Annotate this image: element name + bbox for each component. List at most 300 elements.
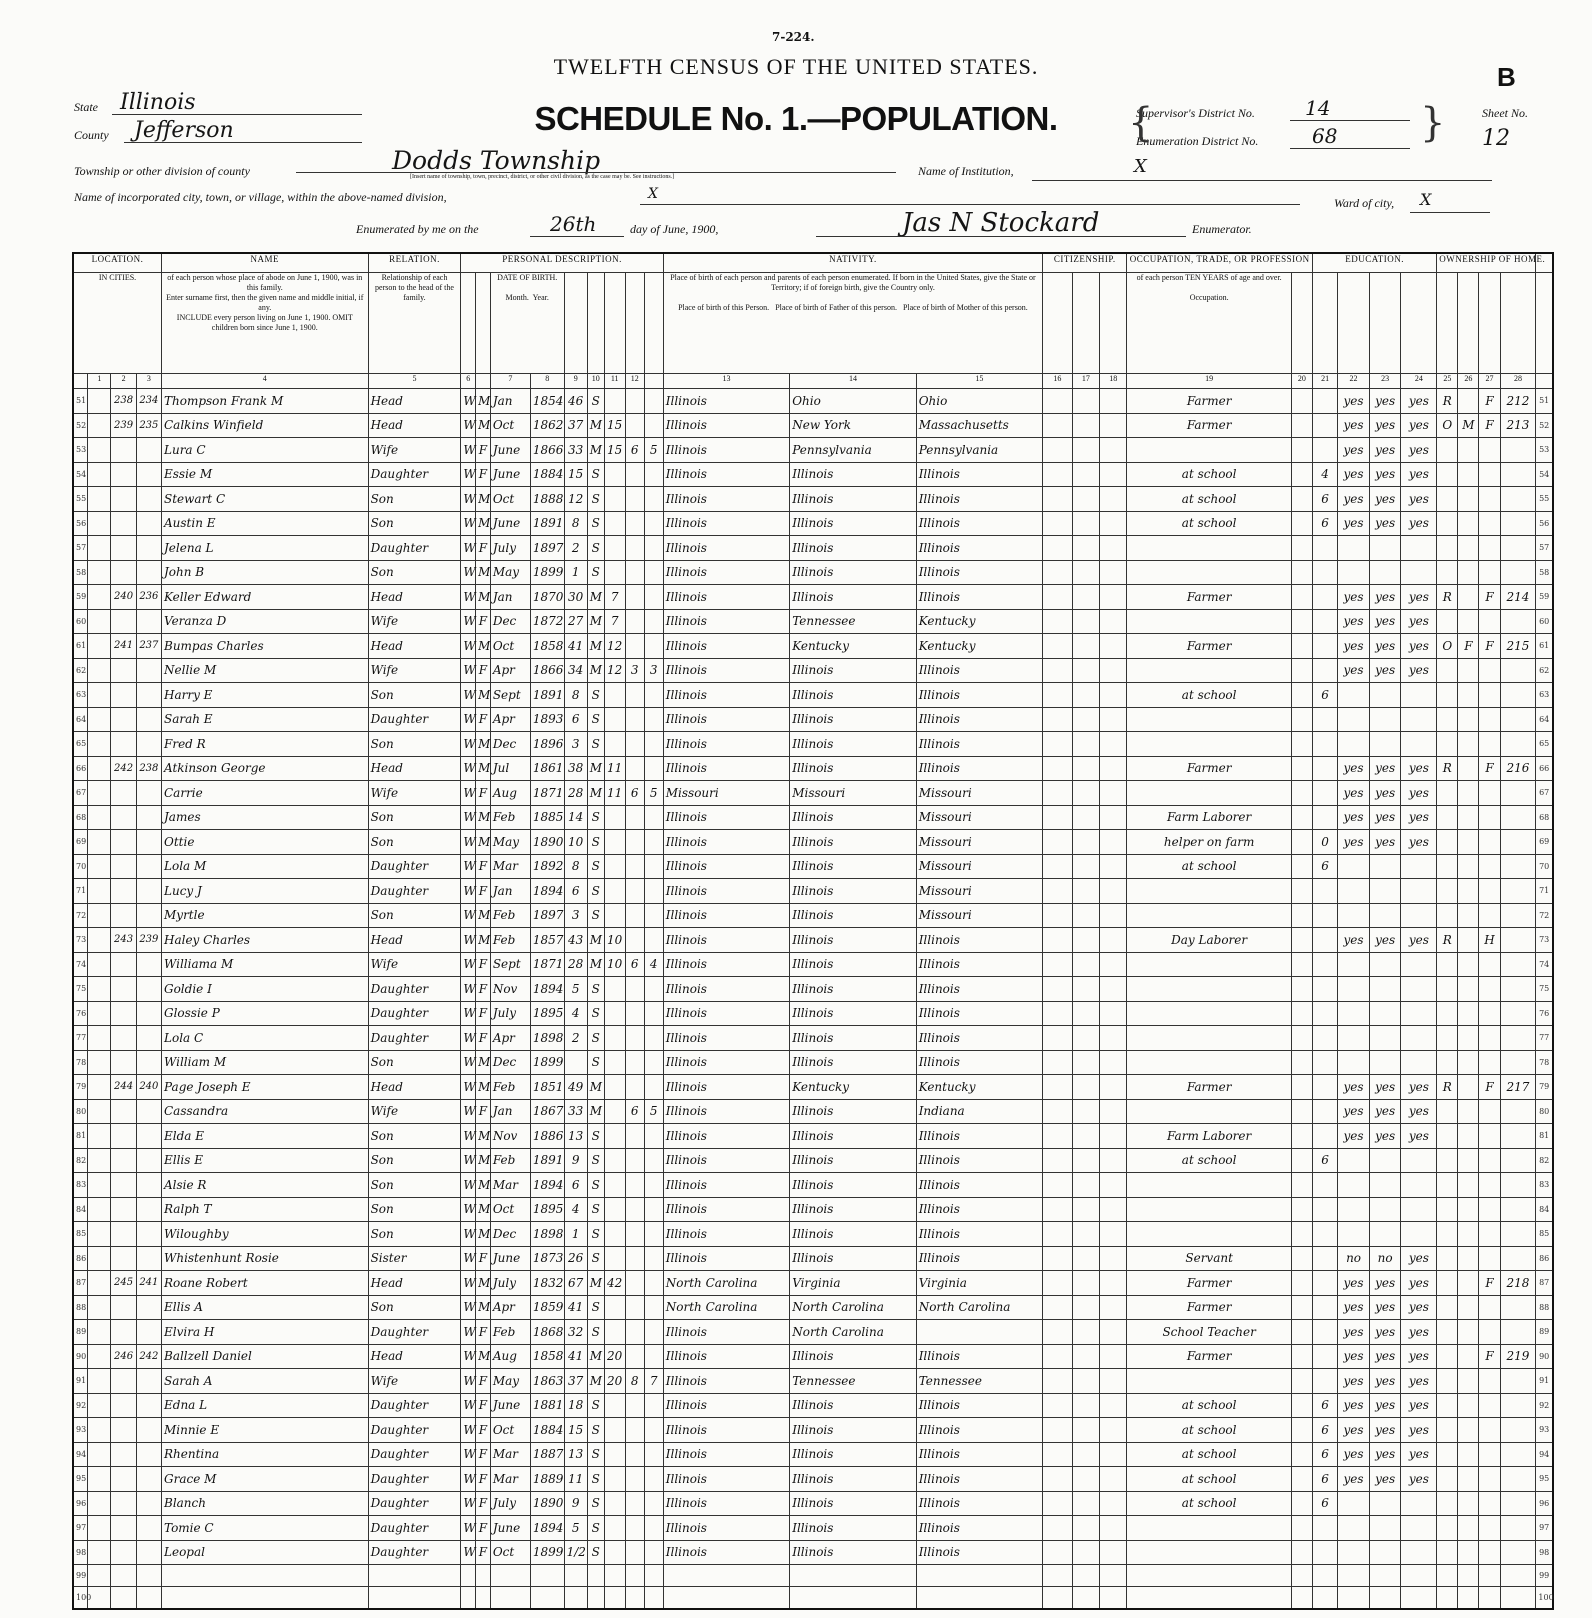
line-number-right: 79 bbox=[1536, 1075, 1553, 1100]
immigration-year bbox=[1043, 511, 1073, 536]
months-in-school: 6 bbox=[1312, 1442, 1337, 1467]
column-number: 13 bbox=[663, 374, 789, 389]
line-number: 93 bbox=[73, 1418, 88, 1443]
birthplace-mother: Tennessee bbox=[916, 1369, 1042, 1394]
line-number: 94 bbox=[73, 1442, 88, 1467]
speaks-english: yes bbox=[1401, 585, 1437, 610]
naturalization bbox=[1100, 1026, 1127, 1051]
farm-schedule-number bbox=[1500, 1516, 1536, 1541]
family-number: 238 bbox=[111, 389, 136, 414]
table-row bbox=[73, 1369, 1553, 1394]
sex: M bbox=[476, 487, 491, 512]
line-number: 56 bbox=[73, 511, 88, 536]
can-read bbox=[1338, 1148, 1370, 1173]
owned-or-rented bbox=[1437, 1001, 1458, 1026]
can-read: yes bbox=[1338, 658, 1370, 683]
sex: M bbox=[476, 389, 491, 414]
sex: F bbox=[476, 609, 491, 634]
children-born: 8 bbox=[625, 1369, 644, 1394]
children-born bbox=[625, 1491, 644, 1516]
age: 9 bbox=[564, 1148, 587, 1173]
color-race: W bbox=[461, 1197, 476, 1222]
relation: Head bbox=[368, 1271, 461, 1296]
dwelling-number: 234 bbox=[136, 389, 161, 414]
immigration-year bbox=[1043, 805, 1073, 830]
sex: F bbox=[476, 1369, 491, 1394]
birth-year: 1894 bbox=[530, 879, 564, 904]
street-cell bbox=[88, 854, 111, 879]
speaks-english bbox=[1401, 903, 1437, 928]
blank-cell bbox=[1369, 1565, 1401, 1587]
line-number-right: 93 bbox=[1536, 1418, 1553, 1443]
years-married bbox=[604, 511, 625, 536]
line-number-right: 71 bbox=[1536, 879, 1553, 904]
house-number-cell bbox=[111, 462, 136, 487]
birthplace-mother: Illinois bbox=[916, 1442, 1042, 1467]
birth-year: 1894 bbox=[530, 1516, 564, 1541]
line-number-right: 62 bbox=[1536, 658, 1553, 683]
can-read bbox=[1338, 903, 1370, 928]
immigration-year bbox=[1043, 1050, 1073, 1075]
naturalization bbox=[1100, 1222, 1127, 1247]
relation: Head bbox=[368, 585, 461, 610]
person-name: Carrie bbox=[162, 781, 369, 806]
birth-month: Jan bbox=[490, 585, 530, 610]
years-married bbox=[604, 1099, 625, 1124]
person-name: Page Joseph E bbox=[162, 1075, 369, 1100]
table-row bbox=[73, 511, 1553, 536]
sex: F bbox=[476, 1540, 491, 1565]
birthplace-mother: Missouri bbox=[916, 854, 1042, 879]
speaks-english bbox=[1401, 1197, 1437, 1222]
group-citizenship: CITIZENSHIP. bbox=[1043, 253, 1127, 273]
street-cell bbox=[88, 903, 111, 928]
can-write bbox=[1369, 732, 1401, 757]
blank-cell bbox=[625, 1565, 644, 1587]
age: 15 bbox=[564, 1418, 587, 1443]
color-race: W bbox=[461, 609, 476, 634]
birth-month: Mar bbox=[490, 1442, 530, 1467]
occupation bbox=[1127, 1173, 1291, 1198]
years-married bbox=[604, 1295, 625, 1320]
color-race: W bbox=[461, 1026, 476, 1051]
street-cell bbox=[88, 707, 111, 732]
birth-year: 1899 bbox=[530, 1540, 564, 1565]
birth-year: 1870 bbox=[530, 585, 564, 610]
children-living bbox=[644, 1393, 663, 1418]
naturalization bbox=[1100, 389, 1127, 414]
farm-or-house bbox=[1479, 487, 1500, 512]
relation: Wife bbox=[368, 609, 461, 634]
blank-cell bbox=[1479, 1586, 1500, 1609]
line-number-right: 91 bbox=[1536, 1369, 1553, 1394]
months-in-school bbox=[1312, 1246, 1337, 1271]
blank-cell bbox=[1369, 1586, 1401, 1609]
can-write bbox=[1369, 854, 1401, 879]
children-living bbox=[644, 1075, 663, 1100]
occupation: Farmer bbox=[1127, 1295, 1291, 1320]
age: 33 bbox=[564, 1099, 587, 1124]
subhead-name-note: Enter surname first, then the given name and middle initial, if any. bbox=[166, 293, 364, 312]
street-cell bbox=[88, 928, 111, 953]
can-read: yes bbox=[1338, 1320, 1370, 1345]
years-married bbox=[604, 536, 625, 561]
person-name: Rhentina bbox=[162, 1442, 369, 1467]
birthplace-mother: Missouri bbox=[916, 781, 1042, 806]
naturalization bbox=[1100, 634, 1127, 659]
dwelling-number bbox=[136, 1124, 161, 1149]
years-in-us bbox=[1072, 462, 1099, 487]
dwelling-number bbox=[136, 903, 161, 928]
can-write: yes bbox=[1369, 585, 1401, 610]
children-born bbox=[625, 536, 644, 561]
blank-cell bbox=[1312, 1586, 1337, 1609]
birth-year: 1893 bbox=[530, 707, 564, 732]
months-in-school bbox=[1312, 560, 1337, 585]
farm-schedule-number: 218 bbox=[1500, 1271, 1536, 1296]
occupation: at school bbox=[1127, 1148, 1291, 1173]
years-married bbox=[604, 1050, 625, 1075]
blank-cell bbox=[1291, 1586, 1312, 1609]
birthplace-father: Illinois bbox=[790, 879, 916, 904]
house-number-cell bbox=[111, 1246, 136, 1271]
table-row bbox=[73, 830, 1553, 855]
line-number-right: 78 bbox=[1536, 1050, 1553, 1075]
line-number-right: 67 bbox=[1536, 781, 1553, 806]
speaks-english bbox=[1401, 1516, 1437, 1541]
children-living bbox=[644, 511, 663, 536]
table-row bbox=[73, 977, 1553, 1002]
speaks-english: yes bbox=[1401, 462, 1437, 487]
relation: Daughter bbox=[368, 854, 461, 879]
months-in-school bbox=[1312, 1295, 1337, 1320]
years-in-us bbox=[1072, 781, 1099, 806]
children-born bbox=[625, 1050, 644, 1075]
months-unemployed bbox=[1291, 609, 1312, 634]
blank-cell bbox=[368, 1586, 461, 1609]
birthplace-person: Illinois bbox=[663, 1393, 789, 1418]
column-number: 6 bbox=[461, 374, 476, 389]
relation: Son bbox=[368, 830, 461, 855]
sex: F bbox=[476, 1320, 491, 1345]
farm-schedule-number bbox=[1500, 805, 1536, 830]
street-cell bbox=[88, 1246, 111, 1271]
birthplace-father: Illinois bbox=[790, 1516, 916, 1541]
relation: Daughter bbox=[368, 1467, 461, 1492]
color-race: W bbox=[461, 1246, 476, 1271]
birthplace-person: Illinois bbox=[663, 756, 789, 781]
street-cell bbox=[88, 1222, 111, 1247]
house-number-cell bbox=[111, 707, 136, 732]
sheet-letter: B bbox=[1497, 62, 1516, 92]
table-row bbox=[73, 1442, 1553, 1467]
dwelling-number bbox=[136, 1369, 161, 1394]
can-write: yes bbox=[1369, 1418, 1401, 1443]
column-number: 11 bbox=[604, 374, 625, 389]
house-number-cell bbox=[111, 1491, 136, 1516]
occupation: Farmer bbox=[1127, 1075, 1291, 1100]
farm-or-house bbox=[1479, 1124, 1500, 1149]
blank-cell bbox=[916, 1565, 1042, 1587]
owned-or-rented bbox=[1437, 1173, 1458, 1198]
years-in-us bbox=[1072, 1467, 1099, 1492]
can-read: yes bbox=[1338, 438, 1370, 463]
relation: Daughter bbox=[368, 1491, 461, 1516]
line-number-right: 61 bbox=[1536, 634, 1553, 659]
speaks-english bbox=[1401, 732, 1437, 757]
table-row bbox=[73, 805, 1553, 830]
children-born bbox=[625, 1467, 644, 1492]
birthplace-mother: Illinois bbox=[916, 756, 1042, 781]
marital-status: S bbox=[587, 1442, 604, 1467]
months-unemployed bbox=[1291, 952, 1312, 977]
house-number-cell bbox=[111, 1467, 136, 1492]
line-number-right: 99 bbox=[1536, 1565, 1553, 1587]
speaks-english bbox=[1401, 1001, 1437, 1026]
birth-year: 1863 bbox=[530, 1369, 564, 1394]
street-cell bbox=[88, 1393, 111, 1418]
age: 14 bbox=[564, 805, 587, 830]
street-cell bbox=[88, 1467, 111, 1492]
age: 5 bbox=[564, 1516, 587, 1541]
children-born bbox=[625, 707, 644, 732]
months-in-school bbox=[1312, 1540, 1337, 1565]
marital-status: S bbox=[587, 1418, 604, 1443]
months-unemployed bbox=[1291, 1197, 1312, 1222]
birth-year: 1894 bbox=[530, 1173, 564, 1198]
age: 6 bbox=[564, 879, 587, 904]
birthplace-father: Illinois bbox=[790, 1099, 916, 1124]
district-brace-right: } bbox=[1420, 100, 1446, 146]
color-race: W bbox=[461, 977, 476, 1002]
occupation bbox=[1127, 903, 1291, 928]
house-number-cell bbox=[111, 903, 136, 928]
years-married bbox=[604, 1026, 625, 1051]
sex: M bbox=[476, 585, 491, 610]
years-married bbox=[604, 1516, 625, 1541]
dwelling-number bbox=[136, 609, 161, 634]
birthplace-mother: Illinois bbox=[916, 1197, 1042, 1222]
immigration-year bbox=[1043, 1369, 1073, 1394]
free-or-mortgaged bbox=[1458, 1516, 1479, 1541]
birthplace-mother: Illinois bbox=[916, 1491, 1042, 1516]
farm-or-house bbox=[1479, 1173, 1500, 1198]
owned-or-rented bbox=[1437, 1344, 1458, 1369]
age: 15 bbox=[564, 462, 587, 487]
birth-year: 1832 bbox=[530, 1271, 564, 1296]
dwelling-number: 241 bbox=[136, 1271, 161, 1296]
birth-year: 1899 bbox=[530, 1050, 564, 1075]
birthplace-father: North Carolina bbox=[790, 1320, 916, 1345]
blank-cell bbox=[111, 1565, 136, 1587]
birth-month: Jul bbox=[490, 756, 530, 781]
marital-status: S bbox=[587, 1320, 604, 1345]
birthplace-person: Illinois bbox=[663, 389, 789, 414]
dwelling-number bbox=[136, 952, 161, 977]
birth-year: 1892 bbox=[530, 854, 564, 879]
house-number-cell bbox=[111, 560, 136, 585]
sex: F bbox=[476, 438, 491, 463]
speaks-english: yes bbox=[1401, 1369, 1437, 1394]
line-number-right: 89 bbox=[1536, 1320, 1553, 1345]
line-number: 98 bbox=[73, 1540, 88, 1565]
birth-month: Mar bbox=[490, 854, 530, 879]
blank-cell bbox=[136, 1565, 161, 1587]
farm-schedule-number bbox=[1500, 609, 1536, 634]
farm-schedule-number bbox=[1500, 781, 1536, 806]
owned-or-rented bbox=[1437, 805, 1458, 830]
years-in-us bbox=[1072, 1418, 1099, 1443]
immigration-year bbox=[1043, 1148, 1073, 1173]
line-number-right: 81 bbox=[1536, 1124, 1553, 1149]
can-read: yes bbox=[1338, 1124, 1370, 1149]
blank-cell bbox=[1401, 1586, 1437, 1609]
years-married bbox=[604, 462, 625, 487]
blank-cell bbox=[461, 1565, 476, 1587]
children-living bbox=[644, 732, 663, 757]
state-value: Illinois bbox=[120, 90, 196, 115]
color-race: W bbox=[461, 413, 476, 438]
years-in-us bbox=[1072, 560, 1099, 585]
sex: M bbox=[476, 1124, 491, 1149]
birth-year: 1858 bbox=[530, 1344, 564, 1369]
line-number: 69 bbox=[73, 830, 88, 855]
age: 8 bbox=[564, 683, 587, 708]
birth-year: 1889 bbox=[530, 1467, 564, 1492]
birthplace-person: Illinois bbox=[663, 952, 789, 977]
months-in-school bbox=[1312, 536, 1337, 561]
months-unemployed bbox=[1291, 1320, 1312, 1345]
color-race: W bbox=[461, 1418, 476, 1443]
blank-cell bbox=[162, 1586, 369, 1609]
occupation bbox=[1127, 1197, 1291, 1222]
marital-status: S bbox=[587, 487, 604, 512]
years-married: 7 bbox=[604, 585, 625, 610]
table-row bbox=[73, 683, 1553, 708]
dwelling-number bbox=[136, 707, 161, 732]
children-living bbox=[644, 1540, 663, 1565]
line-number: 76 bbox=[73, 1001, 88, 1026]
months-in-school: 6 bbox=[1312, 1148, 1337, 1173]
years-in-us bbox=[1072, 1516, 1099, 1541]
house-number-cell bbox=[111, 536, 136, 561]
years-in-us bbox=[1072, 511, 1099, 536]
line-number: 90 bbox=[73, 1344, 88, 1369]
person-name: Williama M bbox=[162, 952, 369, 977]
table-row bbox=[73, 560, 1553, 585]
farm-or-house bbox=[1479, 732, 1500, 757]
children-born bbox=[625, 830, 644, 855]
owned-or-rented bbox=[1437, 1222, 1458, 1247]
birth-month: Mar bbox=[490, 1467, 530, 1492]
birthplace-mother: Illinois bbox=[916, 1246, 1042, 1271]
color-race: W bbox=[461, 707, 476, 732]
group-ownership: OWNERSHIP OF HOME. bbox=[1437, 253, 1536, 273]
line-number-right: 82 bbox=[1536, 1148, 1553, 1173]
table-row bbox=[73, 1099, 1553, 1124]
free-or-mortgaged bbox=[1458, 1467, 1479, 1492]
table-row bbox=[73, 609, 1553, 634]
farm-or-house bbox=[1479, 658, 1500, 683]
can-read: yes bbox=[1338, 1442, 1370, 1467]
years-in-us bbox=[1072, 1075, 1099, 1100]
children-living bbox=[644, 487, 663, 512]
birthplace-person: Illinois bbox=[663, 438, 789, 463]
years-married: 20 bbox=[604, 1344, 625, 1369]
dwelling-number: 237 bbox=[136, 634, 161, 659]
immigration-year bbox=[1043, 413, 1073, 438]
birth-month: May bbox=[490, 1369, 530, 1394]
free-or-mortgaged bbox=[1458, 389, 1479, 414]
children-born: 6 bbox=[625, 952, 644, 977]
can-read bbox=[1338, 683, 1370, 708]
group-nativity: NATIVITY. bbox=[663, 253, 1042, 273]
sex: F bbox=[476, 781, 491, 806]
person-name: William M bbox=[162, 1050, 369, 1075]
years-in-us bbox=[1072, 683, 1099, 708]
marital-status: M bbox=[587, 609, 604, 634]
sex: F bbox=[476, 462, 491, 487]
table-row bbox=[73, 1516, 1553, 1541]
schedule-title: SCHEDULE No. 1.—POPULATION. bbox=[534, 100, 1058, 137]
line-number: 74 bbox=[73, 952, 88, 977]
birth-month: Apr bbox=[490, 1026, 530, 1051]
birthplace-person: Illinois bbox=[663, 1344, 789, 1369]
house-number-cell bbox=[111, 1099, 136, 1124]
years-in-us bbox=[1072, 609, 1099, 634]
children-living bbox=[644, 536, 663, 561]
months-in-school bbox=[1312, 1344, 1337, 1369]
age: 33 bbox=[564, 438, 587, 463]
occupation bbox=[1127, 438, 1291, 463]
speaks-english: yes bbox=[1401, 1344, 1437, 1369]
column-number: 17 bbox=[1072, 374, 1099, 389]
person-name: Lucy J bbox=[162, 879, 369, 904]
birth-year: 1862 bbox=[530, 413, 564, 438]
table-row bbox=[73, 1540, 1553, 1565]
person-name: Whistenhunt Rosie bbox=[162, 1246, 369, 1271]
occupation: School Teacher bbox=[1127, 1320, 1291, 1345]
subhead-name-include: INCLUDE every person living on June 1, 1900. OMIT children born since June 1, 1900. bbox=[176, 313, 353, 332]
months-unemployed bbox=[1291, 1271, 1312, 1296]
months-unemployed bbox=[1291, 830, 1312, 855]
person-name: Ottie bbox=[162, 830, 369, 855]
line-number-right: 64 bbox=[1536, 707, 1553, 732]
children-living bbox=[644, 462, 663, 487]
years-in-us bbox=[1072, 928, 1099, 953]
family-number: 240 bbox=[111, 585, 136, 610]
birthplace-father: Missouri bbox=[790, 781, 916, 806]
street-cell bbox=[88, 1516, 111, 1541]
months-in-school bbox=[1312, 756, 1337, 781]
birthplace-father: Illinois bbox=[790, 854, 916, 879]
birthplace-father: New York bbox=[790, 413, 916, 438]
color-race: W bbox=[461, 1540, 476, 1565]
house-number-cell bbox=[111, 1393, 136, 1418]
birth-year: 1851 bbox=[530, 1075, 564, 1100]
line-number-right: 54 bbox=[1536, 462, 1553, 487]
speaks-english: yes bbox=[1401, 1246, 1437, 1271]
children-born bbox=[625, 511, 644, 536]
speaks-english: yes bbox=[1401, 805, 1437, 830]
farm-schedule-number bbox=[1500, 1026, 1536, 1051]
table-row bbox=[73, 1246, 1553, 1271]
immigration-year bbox=[1043, 1099, 1073, 1124]
column-number: 19 bbox=[1127, 374, 1291, 389]
birthplace-mother: Illinois bbox=[916, 1026, 1042, 1051]
blank-cell bbox=[644, 1565, 663, 1587]
sex: M bbox=[476, 1344, 491, 1369]
